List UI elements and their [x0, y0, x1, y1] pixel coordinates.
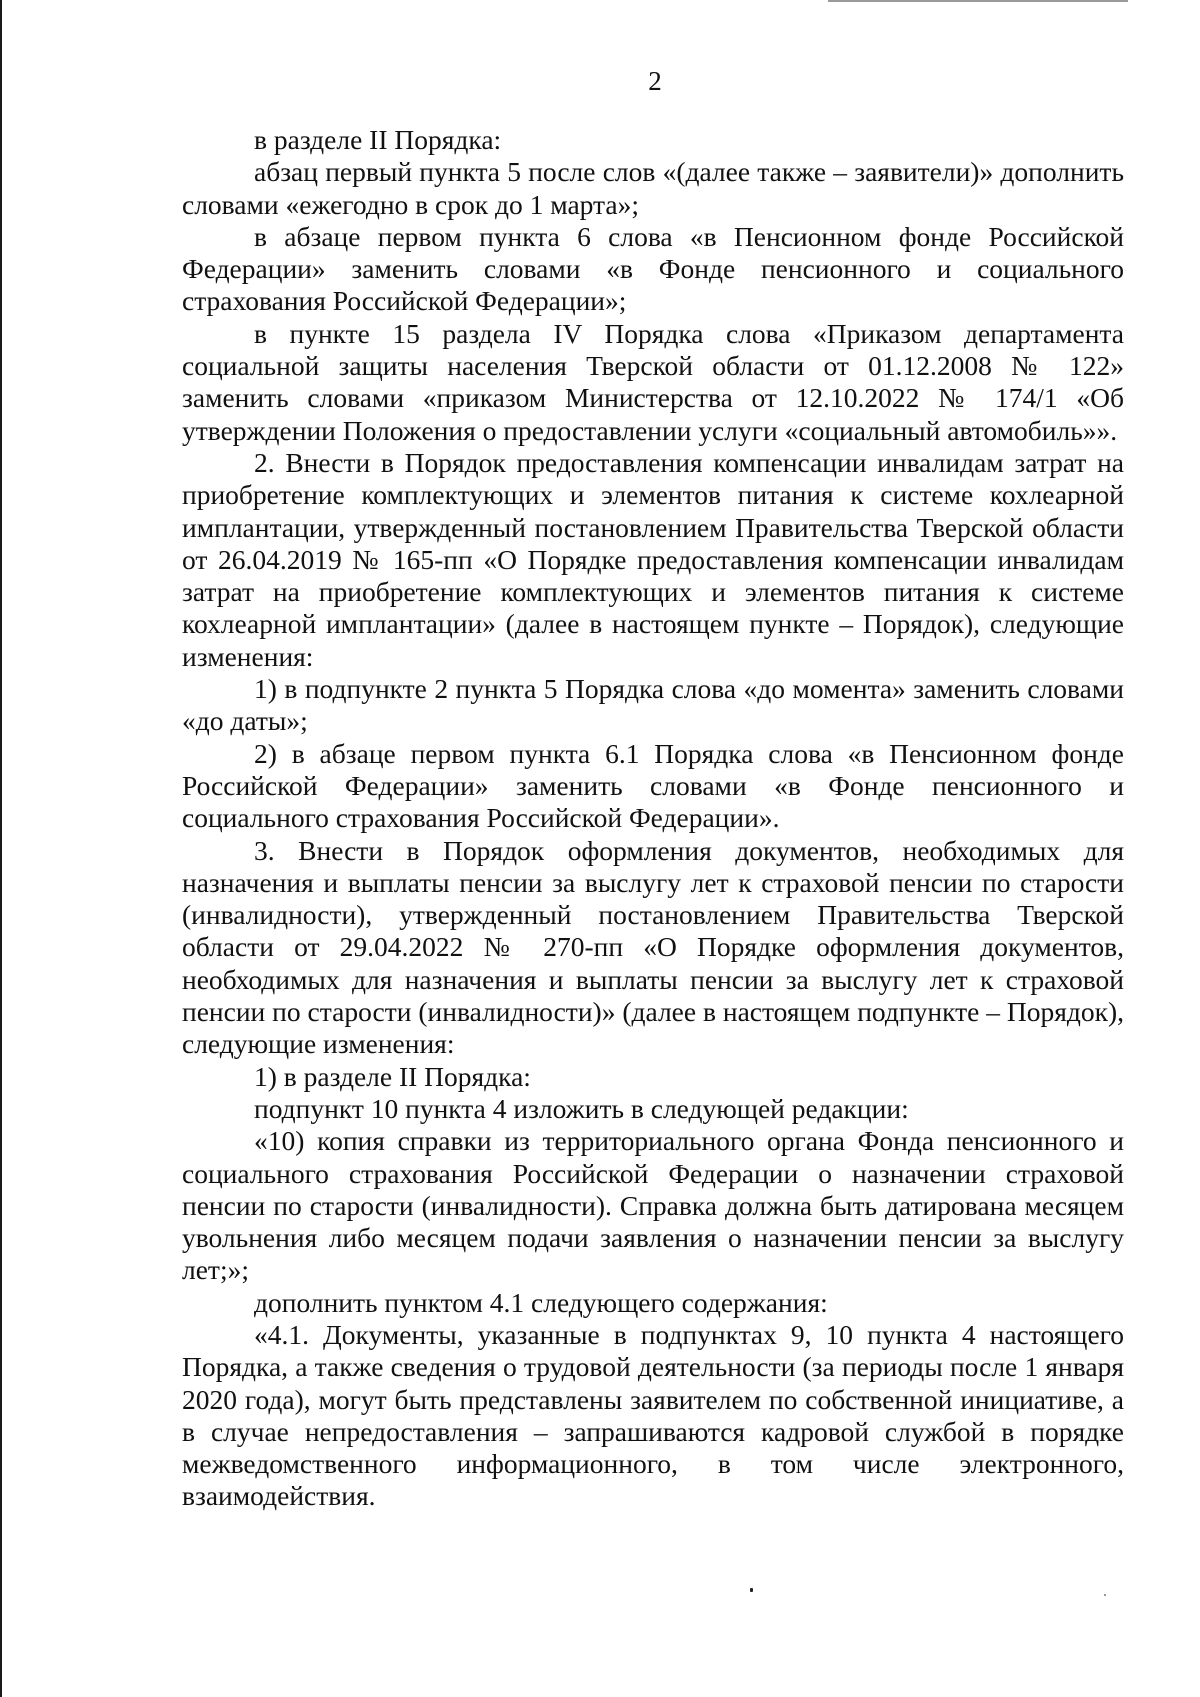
paragraph-point-2-sub-1: 1) в подпункте 2 пункта 5 Порядка слова «до момента» заменить словами «до даты»; [182, 673, 1124, 737]
paragraph-subitem-10-text: «10) копия справки из территориального органа Фонда пенсионного и социального страхования Российской Федерации о назначении страховой пенсии по старости (инвалидности). Справка должна быть датирована месяцем увольнения либо месяцем подачи заявления о назначении пенсии за выслугу лет;»; [182, 1125, 1124, 1286]
paragraph-item-15-amendment: в пункте 15 раздела IV Порядка слова «Приказом департамента социальной защиты населения Тверской области от 01.12.2008 № 122» заменить словами «приказом Министерства от 12.10.2022 № 174/1 «Об утверждении Положения о предоставлении услуги «социальный автомобиль»». [182, 317, 1124, 446]
paragraph-item-4-1-text: «4.1. Документы, указанные в подпунктах 9, 10 пункта 4 настоящего Порядка, а также сведения о трудовой деятельности (за периоды после 1 января 2020 года), могут быть представлены заявителем по собственной инициативе, а в случае непредоставления – запрашиваются кадровой службой в порядке межведомственного информационного, в том числе электронного, взаимодействия. [182, 1318, 1124, 1512]
page-number: 2 [648, 66, 662, 96]
scan-top-edge [828, 0, 1128, 2]
paragraph-point-2-sub-2: 2) в абзаце первом пункта 6.1 Порядка слова «в Пенсионном фонде Российской Федерации» заменить словами «в Фонде пенсионного и социального страхования Российской Федерации». [182, 737, 1124, 834]
scan-speck [750, 1588, 753, 1592]
paragraph-item-5-amendment: абзац первый пункта 5 после слов «(далее также – заявители)» дополнить словами «ежегодно в срок до 1 марта»; [182, 156, 1124, 220]
paragraph-item-6-amendment: в абзаце первом пункта 6 слова «в Пенсионном фонде Российской Федерации» заменить словами «в Фонде пенсионного и социального страхования Российской Федерации»; [182, 220, 1124, 317]
paragraph-point-3: 3. Внести в Порядок оформления документов, необходимых для назначения и выплаты пенсии за выслугу лет к страховой пенсии по старости (инвалидности), утвержденный постановлением Правительства Тверской области от 29.04.2022 № 270-пп «О Порядке оформления документов, необходимых для назначения и выплаты пенсии за выслугу лет к страховой пенсии по старости (инвалидности)» (далее в настоящем подпункте – Порядок), следующие изменения: [182, 834, 1124, 1060]
paragraph-item-4-1-intro: дополнить пунктом 4.1 следующего содержания: [254, 1286, 828, 1318]
document-body [182, 124, 1124, 1513]
paragraph-point-2: 2. Внести в Порядок предоставления компенсации инвалидам затрат на приобретение комплектующих и элементов питания к системе кохлеарной имплантации, утвержденный постановлением Правительства Тверской области от 26.04.2019 № 165-пп «О Порядке предоставления компенсации инвалидам затрат на приобретение комплектующих и элементов питания к системе кохлеарной имплантации» (далее в настоящем пункте – Порядок), следующие изменения: [182, 446, 1124, 672]
paragraph-subitem-10-intro: подпункт 10 пункта 4 изложить в следующей редакции: [254, 1092, 909, 1124]
paragraph-point-3-sub-1: 1) в разделе II Порядка: [254, 1060, 531, 1092]
paragraph-section-ii-heading: в разделе II Порядка: [254, 124, 502, 155]
scan-left-edge [0, 0, 2, 1697]
scan-speck [1104, 1594, 1106, 1596]
